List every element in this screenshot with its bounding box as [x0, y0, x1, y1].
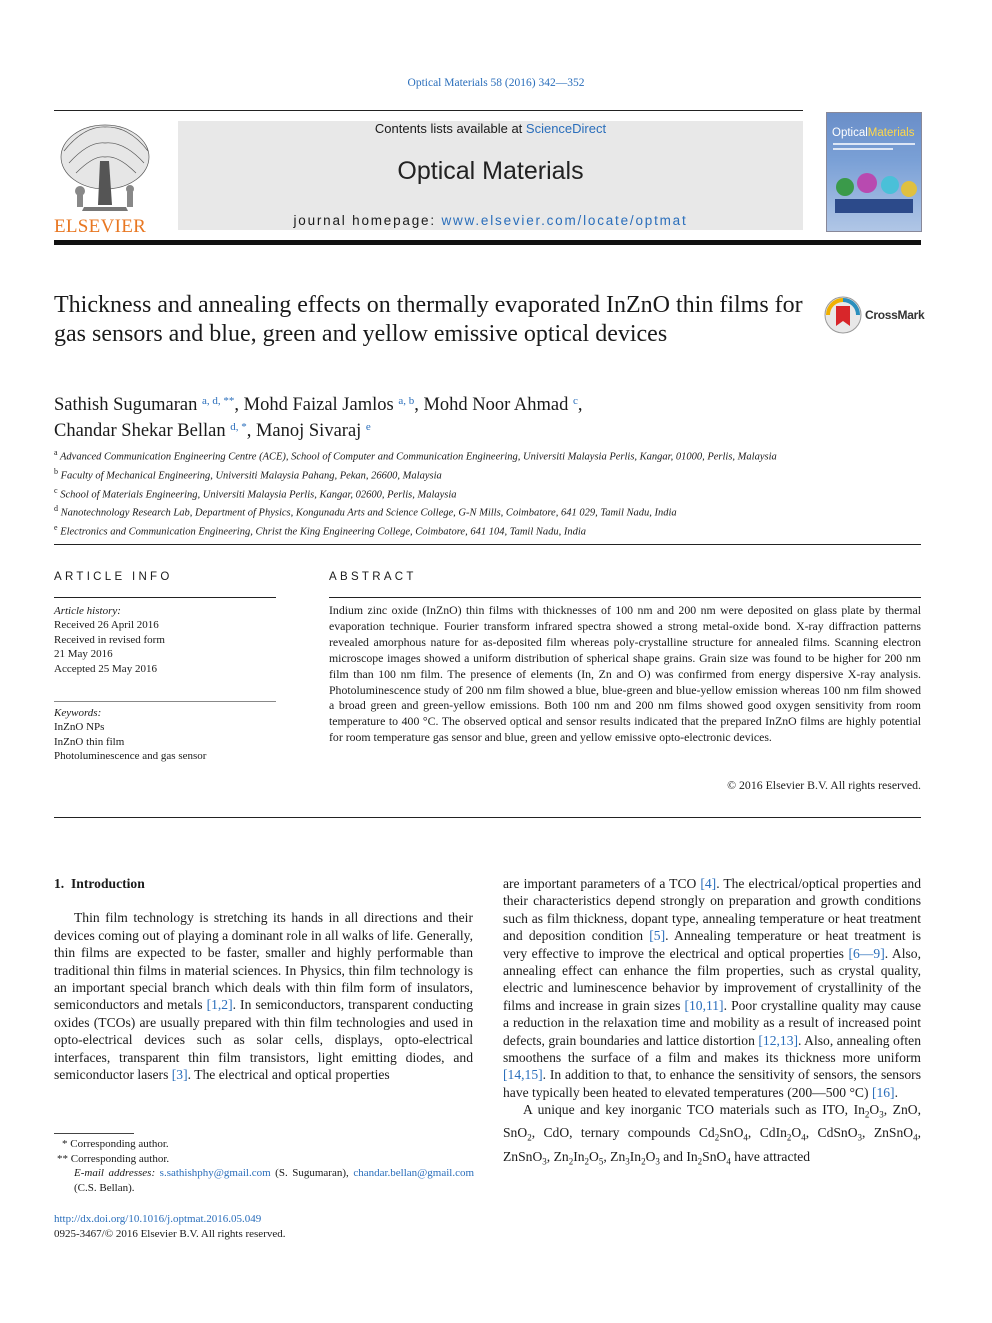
history-label: Article history:: [54, 605, 121, 617]
subscript: 4: [913, 1133, 918, 1144]
reference-link[interactable]: [16]: [871, 1084, 895, 1100]
affiliation: $^d$ Nanotechnology Research Lab, Department of Physics, Kongunadu Arts and Science College, G-N Mills, Coimbatore, 641 029, Tamil Nadu, India: [54, 504, 677, 519]
subscript: 2: [697, 1156, 703, 1167]
author[interactable]: Manoj Sivaraj $^e$: [255, 421, 371, 441]
doi-link[interactable]: http://dx.doi.org/10.1016/j.optmat.2016.05.049: [54, 1213, 262, 1225]
keyword: InZnO NPs: [54, 721, 105, 734]
author[interactable]: Sathish Sugumaran $^{a, d, **}$: [54, 395, 235, 415]
abstract-text: Indium zinc oxide (InZnO) thin films with thicknesses of 100 nm and 200 nm were deposited on glass plate by thermal evaporation technique. Fourier transform infrared spectra showed a strong metal-oxide bond. X-ray diffraction patterns revealed amorphous nature for as-deposited film whereas poly-crystalline structure for annealed films. Scanning electron microscope images showed a uniform distribution of spherical shape grains. Grain size was found to be higher for 200 nm film than 100 nm film. The presence of elements (In, Zn and O) was confirmed from energy dispersive X-ray analysis. Photoluminescence study of 200 nm film showed a blue, blue-green and blue-yellow emission whereas 100 nm film showed a broad green and green-yellow emissions. Both 100 nm and 200 nm films showed good oxygen sensitivity from room temperature to 400 °C. The observed optical and sensor results indicated that the prepared InZnO films are highly potential for room temperature gas sensor and blue, green and yellow emissive opto-electronic devices.: [329, 603, 921, 745]
intro-paragraph: are important parameters of a TCO [4]. The electrical/optical properties and their characteristics depend strongly on preparation and growth conditions such as film thickness, dopant type, annealing temperature or heat treatment and deposition condition [5]. Annealing temperature or heat treatment is very effective to improve the electrical and optical properties [6—9]. Also, annealing effect can enhance the film properties, such as crystal quality, electric and luminescence behavior by improvement of crystallinity of the films and increase in grain sizes [10,11]. Poor crystalline quality may cause a reduction in the relaxation time and mobility as a result of increased point defects, grain boundaries and lattice distortion [12,13]. Also, annealing often smoothens the surface of a film and makes its thickness more uniform [14,15]. In addition to that, to enhance the sensitivity of sensors, the sensors have typically been heated to elevated temperatures (200—500 °C) [16].: [503, 876, 922, 1100]
header-top-rule: [54, 110, 803, 111]
subscript: 2: [641, 1156, 646, 1167]
cover-title-word-1: Optical: [832, 127, 868, 139]
reference-link[interactable]: [14,15]: [503, 1067, 543, 1083]
footnotes: [54, 1137, 474, 1195]
subscript: 2: [584, 1156, 590, 1167]
affiliation: $^e$ Electronics and Communication Engineering, Christ the King Engineering College, Coimbatore, 641 104, Tamil Nadu, India: [54, 523, 587, 538]
author[interactable]: Chandar Shekar Bellan $^{d, *}$: [54, 421, 247, 441]
footnote-emails: E-mail addresses: s.sathishphy@gmail.com (S. Sugumaran), chandar.bellan@gmail.com (C.S. Bellan).: [74, 1167, 475, 1194]
article-info-rule: [54, 597, 276, 598]
article-title: Thickness and annealing effects on thermally evaporated InZnO thin films for gas sensors and blue, green and yellow emissive optical devices: [54, 292, 803, 347]
elsevier-tree-icon: [54, 121, 156, 213]
subscript: 4: [743, 1133, 748, 1144]
email-label: E-mail addresses:: [74, 1167, 156, 1179]
affiliations-rule: [54, 544, 921, 545]
intro-paragraph: Thin film technology is stretching its hands in all directions and their devices coming out of playing a dominant role in all walks of life. Generally, thin films are expected to be faster, smaller and highly performable than traditional thin films in material sciences. In Physics, thin film technology is an important special branch which deals with thin film form of insulators, semiconductors and metals [1,2]. In semiconductors, transparent conducting oxides (TCOs) are usually prepared with thin film technologies and used in opto-electrical devices such as solar cells, displays, opto-electrical interfaces, transparent thin film transistors, light emitting diodes, and semiconductor lasers [3]. The electrical and optical properties: [54, 910, 473, 1083]
keyword: Photoluminescence and gas sensor: [54, 750, 207, 763]
intro-left-column: [54, 875, 473, 1083]
intro-paragraph: A unique and key inorganic TCO materials such as ITO, $In_2O_3$, ZnO, SnO$_2$, CdO, ternary compounds $Cd_2SnO_4$, $CdIn_2O_4$, CdSnO$_3$, ZnSnO$_4$, ZnSnO$_3$, $Zn_2In_2O_5$, $Zn_3In_2O_3$ and $In_2SnO_4$ have attracted: [503, 1102, 922, 1167]
subscript: 3: [655, 1156, 660, 1167]
subscript: 2: [864, 1110, 870, 1120]
cover-artwork-icon: [827, 113, 921, 231]
reference-link[interactable]: [3]: [171, 1067, 188, 1083]
reference-link[interactable]: [1,2]: [206, 997, 233, 1013]
author[interactable]: Mohd Faizal Jamlos $^{a, b}$: [243, 395, 415, 415]
affiliation: $^b$ Faculty of Mechanical Engineering, Universiti Malaysia Pahang, Pekan, 26600, Malaysia: [54, 466, 442, 482]
abstract-bottom-rule: [54, 817, 921, 818]
footnote-corresponding: ** Corresponding author.: [57, 1152, 170, 1165]
history-item: Received in revised form: [54, 633, 165, 646]
keyword: InZnO thin film: [54, 735, 125, 748]
affiliation: $^a$ Advanced Communication Engineering Centre (ACE), School of Computer and Communication Engineering, Universiti Malaysia Perlis, Kangar, 01000, Perlis, Malaysia: [54, 448, 777, 463]
subscript: 3: [857, 1133, 863, 1144]
reference-link[interactable]: [10,11]: [684, 997, 724, 1013]
subscript: 2: [527, 1133, 532, 1144]
keywords: [54, 706, 276, 764]
contents-line: [178, 121, 803, 136]
subscript: 3: [542, 1156, 547, 1167]
section-heading: 1. Introduction: [54, 876, 145, 891]
sciencedirect-link[interactable]: ScienceDirect: [525, 121, 607, 136]
author[interactable]: Mohd Noor Ahmad $^c$: [423, 395, 578, 415]
homepage-link[interactable]: www.elsevier.com/locate/optmat: [441, 213, 688, 228]
contents-prefix: Contents lists available at: [374, 121, 526, 136]
crossmark-icon: [824, 296, 862, 334]
email-link[interactable]: s.sathishphy@gmail.com: [159, 1167, 271, 1179]
cover-title-word-2: Materials: [867, 127, 915, 139]
reference-link[interactable]: [12,13]: [758, 1032, 799, 1048]
elsevier-logo: [54, 121, 156, 237]
article-info-heading: ARTICLE INFO: [54, 571, 173, 583]
subscript: 2: [786, 1133, 792, 1144]
intro-right-column: [503, 875, 921, 1171]
reference-link[interactable]: [4]: [700, 876, 717, 891]
journal-name: Optical Materials: [397, 157, 584, 185]
keywords-label: Keywords:: [54, 707, 102, 719]
doi-block: [54, 1212, 474, 1241]
subscript: 4: [726, 1156, 731, 1167]
homepage-prefix: journal homepage:: [293, 213, 442, 228]
crossmark-label: CrossMark: [865, 308, 925, 322]
affiliation: $^c$ School of Materials Engineering, Universiti Malaysia Perlis, Kangar, 02600, Perlis, Malaysia: [54, 485, 457, 501]
history-item: 21 May 2016: [54, 648, 113, 661]
journal-banner: [178, 121, 803, 230]
email-link[interactable]: chandar.bellan@gmail.com: [353, 1167, 475, 1179]
abstract-heading: ABSTRACT: [329, 571, 417, 583]
homepage-line: [178, 213, 803, 228]
abstract-copyright: © 2016 Elsevier B.V. All rights reserved.: [727, 778, 921, 792]
subscript: 5: [598, 1156, 604, 1167]
journal-citation[interactable]: Optical Materials 58 (2016) 342—352: [407, 77, 585, 89]
reference-link[interactable]: [5]: [649, 928, 666, 944]
article-history: [54, 604, 276, 676]
author-list: Sathish Sugumaran $^{a, d, **}$, Mohd Faizal Jamlos $^{a, b}$, Mohd Noor Ahmad $^c$, Chandar Shekar Bellan $^{d, *}$, Manoj Sivaraj $^e$: [54, 395, 583, 441]
abstract-rule: [329, 597, 921, 598]
issn-line: 0925-3467/© 2016 Elsevier B.V. All rights reserved.: [54, 1227, 286, 1240]
crossmark-badge[interactable]: [824, 296, 924, 334]
reference-link[interactable]: [6—9]: [848, 945, 885, 961]
header-bottom-rule: [54, 240, 921, 245]
affiliation-list: [54, 446, 794, 540]
subscript: 3: [879, 1110, 884, 1120]
footnote-rule: [54, 1133, 134, 1134]
subscript: 3: [625, 1156, 630, 1167]
publisher-name: ELSEVIER: [54, 216, 147, 237]
footnote-corresponding: * Corresponding author.: [62, 1138, 169, 1150]
journal-cover-image: [826, 112, 922, 232]
keywords-rule: [54, 701, 276, 702]
subscript: 2: [568, 1156, 574, 1167]
history-item: Received 26 April 2016: [54, 619, 159, 632]
subscript: 4: [801, 1133, 806, 1144]
subscript: 2: [714, 1133, 720, 1144]
history-item: Accepted 25 May 2016: [54, 662, 157, 675]
